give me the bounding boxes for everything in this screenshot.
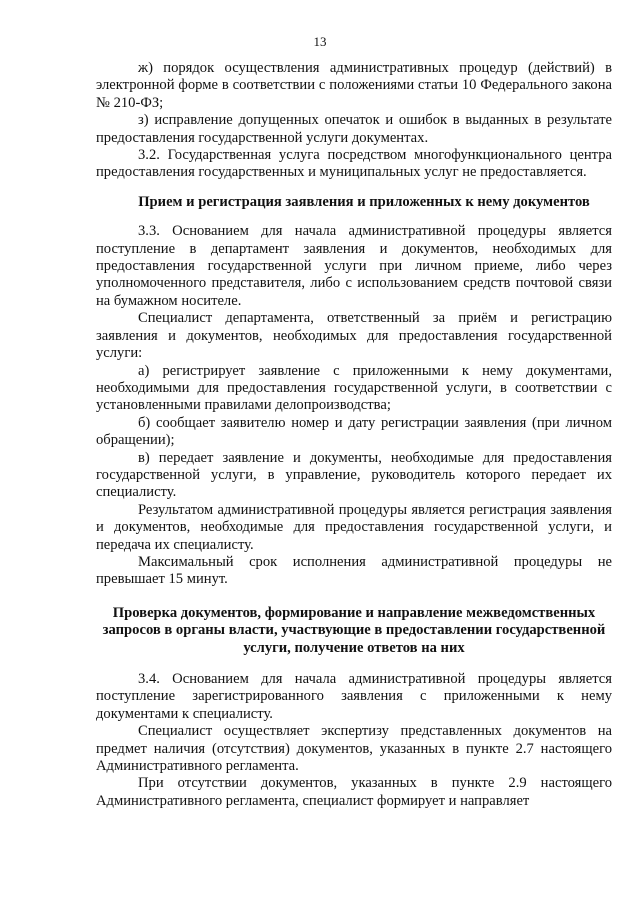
paragraph-result: Результатом административной процедуры является регистрация заявления и документов, необходимые для предоставления государственной услуги, и передача их специалисту. xyxy=(96,501,612,553)
list-item-b: б) сообщает заявителю номер и дату регистрации заявления (при личном обращении); xyxy=(96,414,612,449)
paragraph-3-4: 3.4. Основанием для начала административной процедуры является поступление зарегистрированного заявления с приложенными к нему документами к специалисту. xyxy=(96,671,612,722)
page-number: 13 xyxy=(313,34,327,49)
paragraph-absence: При отсутствии документов, указанных в пункте 2.9 настоящего Административного регламента, специалист формирует и направляет xyxy=(96,775,612,809)
paragraph-zh: ж) порядок осуществления административных процедур (действий) в электронной форме в соответствии с положениями статьи 10 Федерального закона № 210-ФЗ; xyxy=(96,60,612,111)
paragraph-3-2: 3.2. Государственная услуга посредством многофункционального центра предоставления государственных и муниципальных услуг не предоставляется. xyxy=(96,147,612,181)
section-heading-reception: Прием и регистрация заявления и приложенных к нему документов xyxy=(138,193,590,210)
paragraph-max-time: Максимальный срок исполнения административной процедуры не превышает 15 минут. xyxy=(96,553,612,588)
list-item-a: а) регистрирует заявление с приложенными к нему документами, необходимыми для предоставления государственной услуги, в соответствии с установленными правилами делопроизводства; xyxy=(96,362,612,414)
paragraph-specialist: Специалист департамента, ответственный за приём и регистрацию заявления и документов, необходимых для предоставления государственной услуги: xyxy=(96,310,612,362)
paragraph-expertise: Специалист осуществляет экспертизу представленных документов на предмет наличия (отсутствия) документов, указанных в пункте 2.7 настоящего Административного регламента. xyxy=(96,723,612,775)
list-item-v: в) передает заявление и документы, необходимые для предоставления государственной услуги, в управление, руководитель которого передает их специалисту. xyxy=(96,449,612,501)
paragraph-z: з) исправление допущенных опечаток и ошибок в выданных в результате предоставления государственной услуги документах. xyxy=(96,112,612,146)
paragraph-3-3: 3.3. Основанием для начала административной процедуры является поступление в департамент заявления и документов, необходимых для предоставления государственной услуги при личном приеме, либо через уполномоченного представителя, либо с использованием средств почтовой связи на бумажном носителе. xyxy=(96,223,612,309)
section-heading-verification: Проверка документов, формирование и направление межведомственных запросов в органы власти, участвующие в предоставлении государственной услуги, получение ответов на них xyxy=(102,604,606,656)
page-content xyxy=(96,60,612,810)
